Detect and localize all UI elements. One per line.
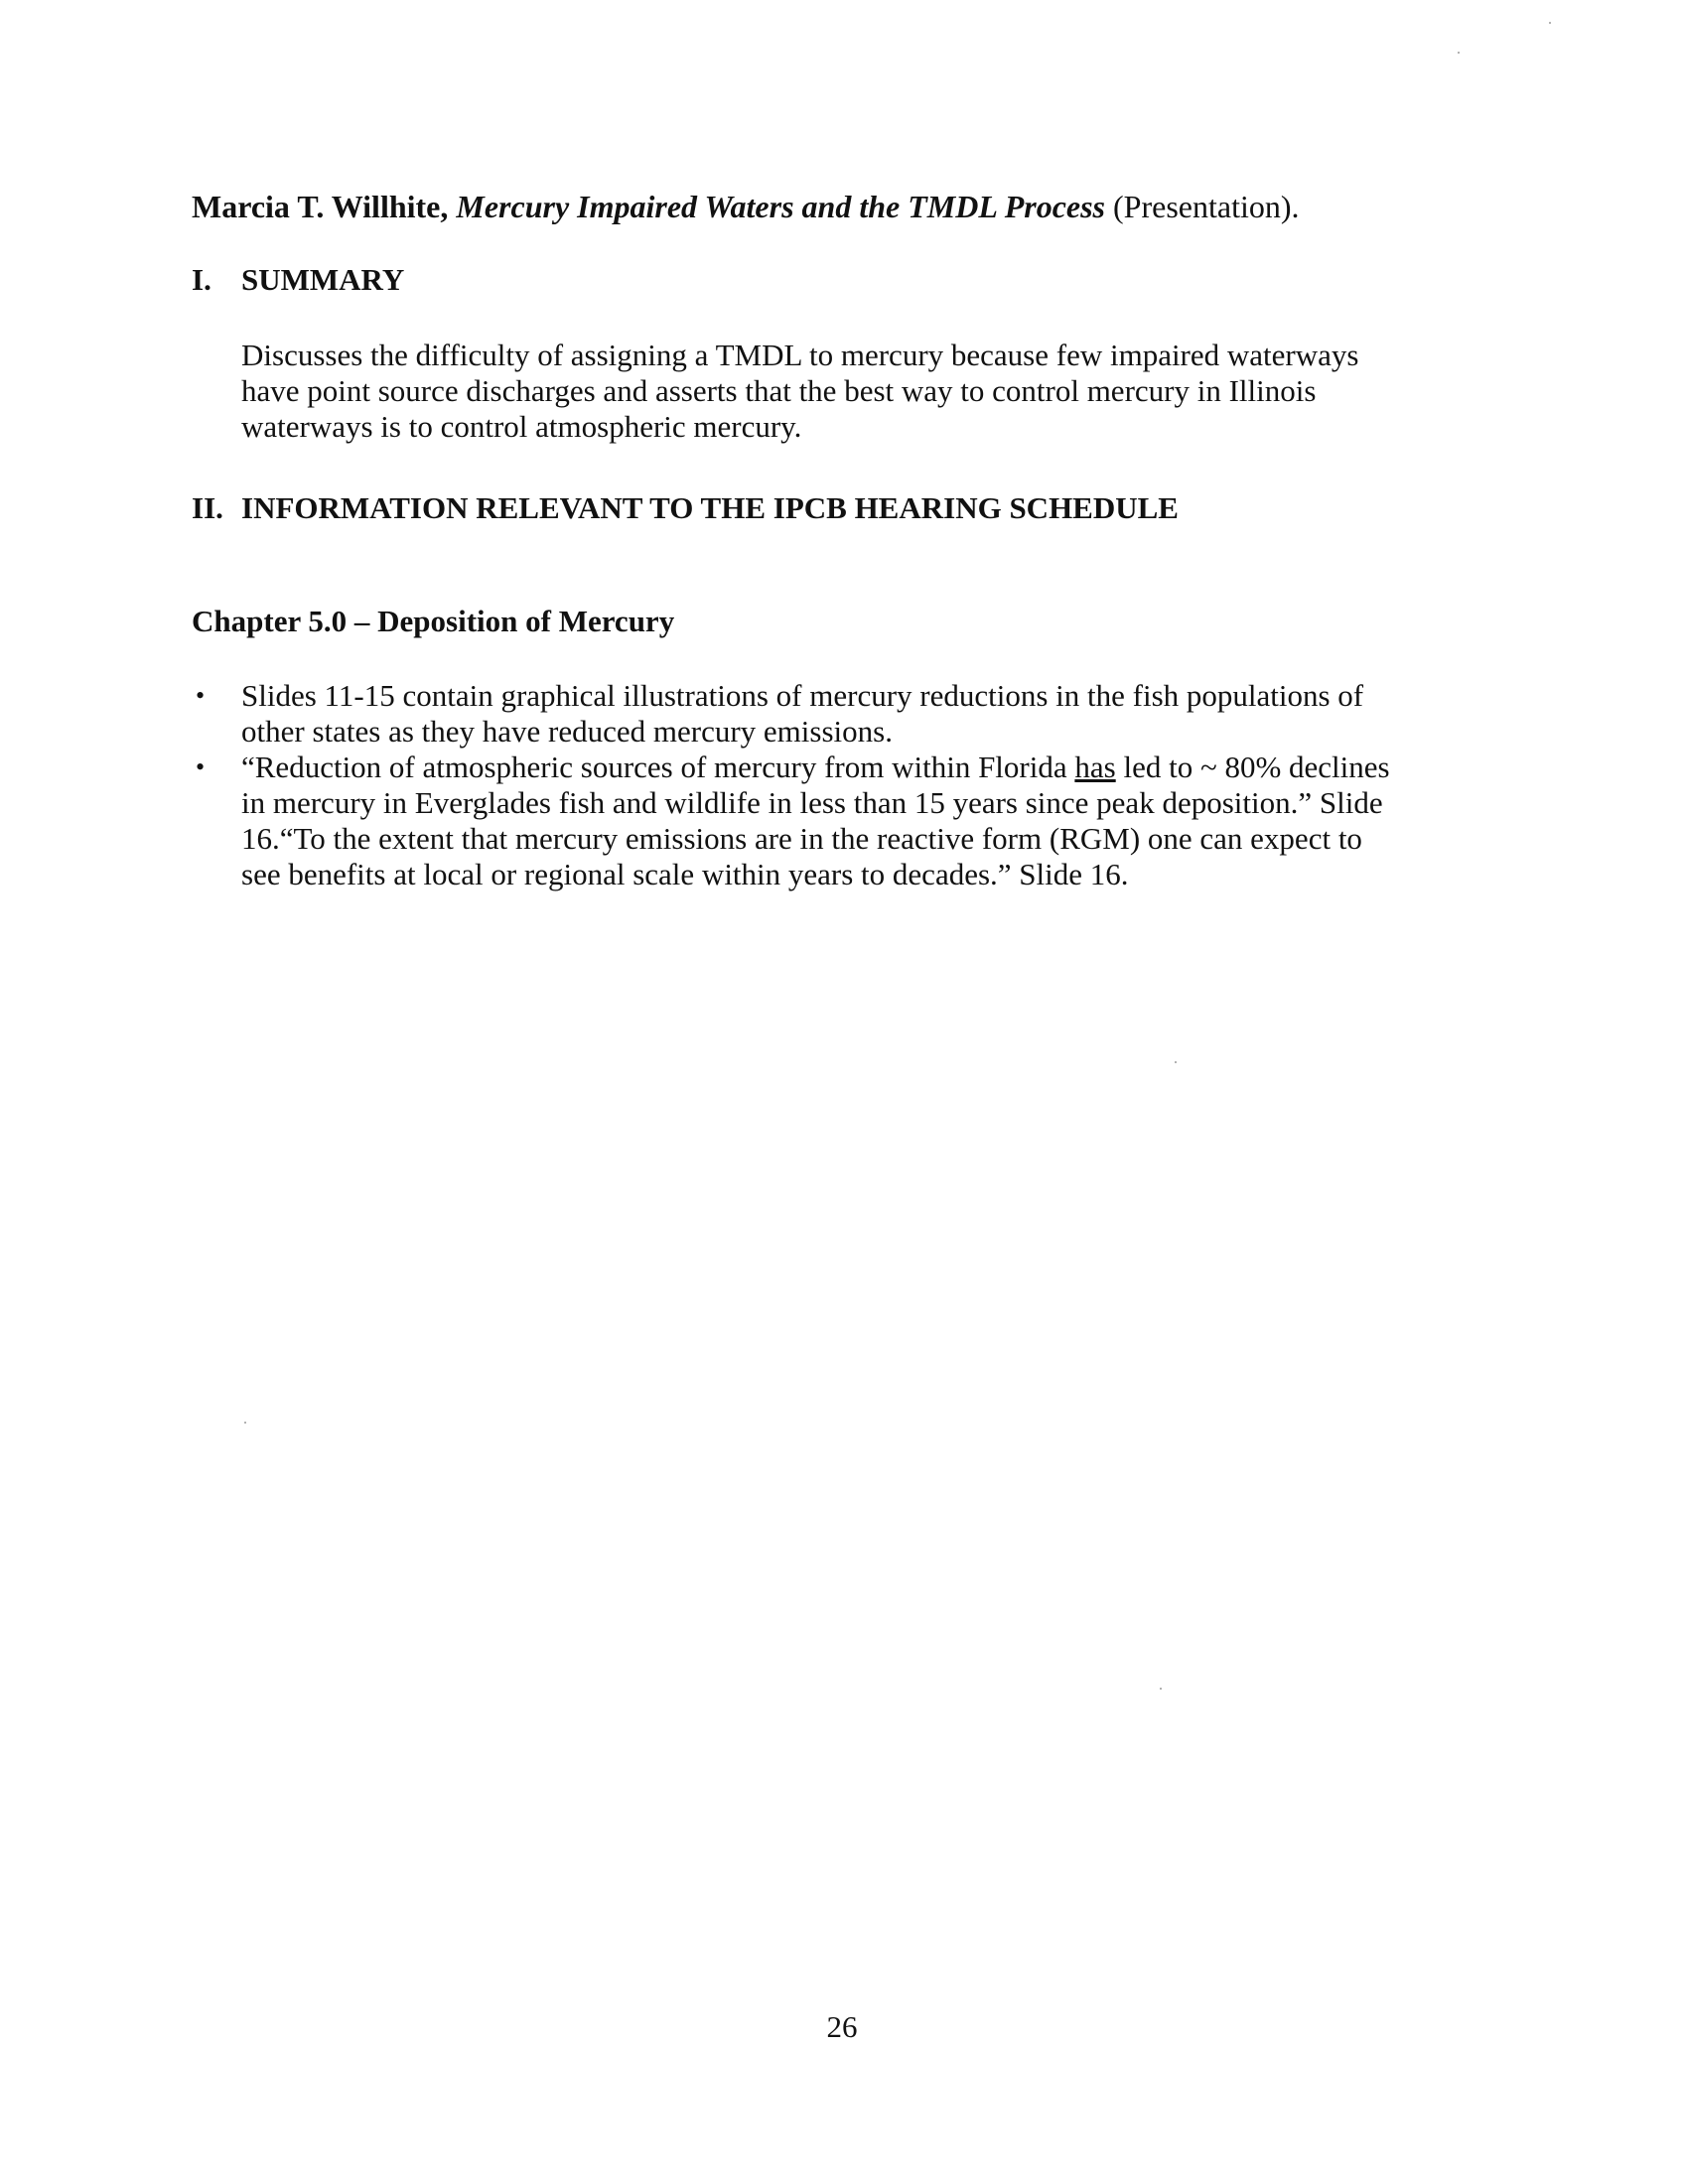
bullet-icon: • — [196, 681, 206, 710]
summary-line: waterways is to control atmospheric mercury. — [241, 409, 802, 444]
bullet-line: see benefits at local or regional scale within years to decades.” Slide 16. — [241, 857, 1129, 891]
bullet-list — [192, 678, 1482, 892]
page-number: 26 — [826, 2009, 858, 2044]
underlined-word: has — [1074, 750, 1116, 784]
bullet-line: Slides 11-15 contain graphical illustrations of mercury reductions in the fish populations of — [241, 678, 1364, 713]
scan-speck — [1458, 52, 1460, 54]
chapter-heading: Chapter 5.0 – Deposition of Mercury — [192, 604, 675, 638]
summary-heading — [192, 260, 404, 300]
bullet-text: “Reduction of atmospheric sources of mercury from within Florida — [241, 750, 1075, 784]
summary-heading-text: SUMMARY — [241, 262, 405, 297]
citation-title: Mercury Impaired Waters and the TMDL Process — [456, 189, 1105, 224]
info-heading — [192, 488, 1179, 528]
citation-author: Marcia T. Willhite, — [192, 189, 449, 224]
info-heading-text: INFORMATION RELEVANT TO THE IPCB HEARING SCHEDULE — [241, 490, 1179, 525]
scan-speck — [1160, 1688, 1162, 1690]
scan-speck — [1549, 22, 1551, 24]
summary-paragraph — [241, 338, 1463, 445]
list-item — [192, 750, 1482, 892]
info-heading-number: II. — [192, 490, 223, 525]
bullet-text: led to ~ 80% declines — [1115, 750, 1390, 784]
bullet-line: other states as they have reduced mercury emissions. — [241, 714, 893, 749]
bullet-line: in mercury in Everglades fish and wildlife in less than 15 years since peak deposition.” Slide — [241, 785, 1383, 820]
summary-heading-number: I. — [192, 262, 211, 297]
summary-line: Discusses the difficulty of assigning a TMDL to mercury because few impaired waterways — [241, 338, 1359, 372]
citation-suffix: (Presentation). — [1113, 189, 1300, 224]
list-item — [192, 678, 1482, 750]
bullet-icon: • — [196, 752, 206, 781]
bullet-line: 16.“To the extent that mercury emissions are in the reactive form (RGM) one can expect to — [241, 821, 1362, 856]
citation — [192, 187, 1482, 226]
summary-line: have point source discharges and asserts that the best way to control mercury in Illinois — [241, 373, 1317, 408]
bullet-line — [241, 750, 1482, 785]
scan-speck — [1175, 1061, 1177, 1063]
scan-speck — [244, 1422, 246, 1424]
